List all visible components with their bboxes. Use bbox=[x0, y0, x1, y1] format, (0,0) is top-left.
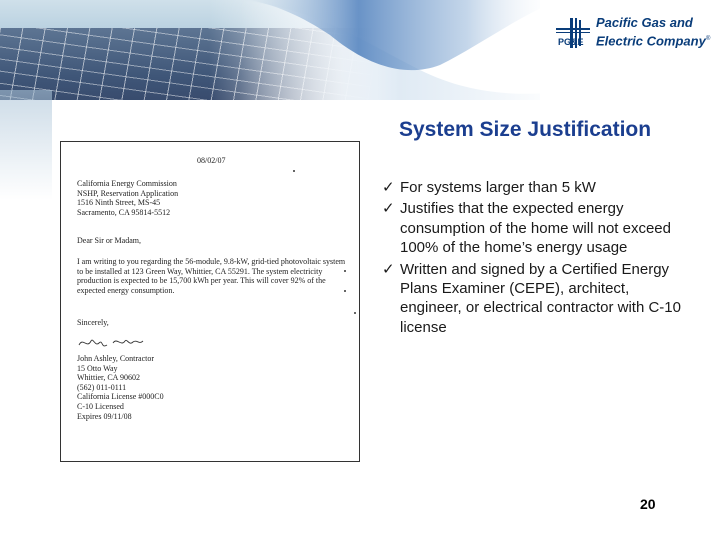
letter-address-line: NSHP, Reservation Application bbox=[77, 188, 179, 198]
signer-line: John Ashley, Contractor bbox=[77, 354, 155, 363]
signer-line: (562) 011-0111 bbox=[77, 382, 127, 392]
signer-line: Expires 09/11/08 bbox=[77, 411, 132, 421]
letter-address bbox=[77, 179, 178, 217]
signature-image bbox=[77, 331, 147, 353]
company-name-line2-text: Electric Company bbox=[596, 33, 706, 49]
signer-line: C-10 Licensed bbox=[77, 401, 124, 411]
bullet-item bbox=[382, 199, 682, 257]
scan-speck bbox=[293, 170, 295, 172]
checkmark-icon: ✓ bbox=[382, 260, 395, 278]
header-banner bbox=[0, 0, 720, 100]
letter-salutation: Dear Sir or Madam, bbox=[77, 236, 141, 245]
letter-address-line: California Energy Commission bbox=[77, 179, 177, 188]
letter-body: I am writing to you regarding the 56-module, 9.8-kW, grid-tied photovoltaic system to be installed at 123 Green Way, Whittier, CA 55291. The system electricity production is expected to be 15,700 kWh per year. This will cover 92% of the expected energy consumption. bbox=[77, 257, 346, 295]
registered-mark: ® bbox=[705, 36, 711, 42]
checkmark-icon: ✓ bbox=[382, 179, 395, 196]
bullet-text: Written and signed by a Certified Energy Plans Examiner (CEPE), architect, engineer, or electrical contractor with C-10 license bbox=[400, 260, 681, 336]
company-name bbox=[596, 14, 710, 49]
letter-address-line: Sacramento, CA 95814-5512 bbox=[77, 207, 171, 217]
checkmark-icon: ✓ bbox=[382, 200, 395, 218]
letter-signature-block bbox=[77, 354, 164, 421]
company-name-line1: Pacific Gas and bbox=[596, 15, 693, 30]
pge-logo-mark-text: PG&E bbox=[558, 37, 584, 47]
bullet-text: Justifies that the expected energy consumption of the home will not exceed 100% of the home’s energy usage bbox=[400, 200, 671, 257]
scan-speck bbox=[344, 270, 346, 272]
letter-date: 08/02/07 bbox=[197, 156, 226, 165]
pge-logo bbox=[556, 14, 716, 54]
scan-speck bbox=[344, 290, 346, 292]
scan-speck bbox=[354, 312, 356, 314]
slide-title: System Size Justification bbox=[399, 118, 652, 141]
pge-logo-icon bbox=[556, 18, 590, 48]
bullet-list bbox=[382, 178, 682, 339]
signer-line: California License #000C0 bbox=[77, 392, 164, 402]
signer-line: 15 Otto Way bbox=[77, 363, 118, 373]
bullet-item bbox=[382, 178, 682, 197]
letter-address-line: 1516 Ninth Street, MS-45 bbox=[77, 198, 161, 208]
page-number: 20 bbox=[640, 496, 656, 512]
bullet-item bbox=[382, 260, 682, 338]
left-decoration bbox=[0, 90, 52, 200]
bullet-text: For systems larger than 5 kW bbox=[400, 179, 596, 196]
signer-line: Whittier, CA 90602 bbox=[77, 373, 141, 383]
company-name-line2 bbox=[596, 31, 710, 49]
justification-letter-image bbox=[60, 141, 360, 462]
letter-closing: Sincerely, bbox=[77, 318, 109, 327]
